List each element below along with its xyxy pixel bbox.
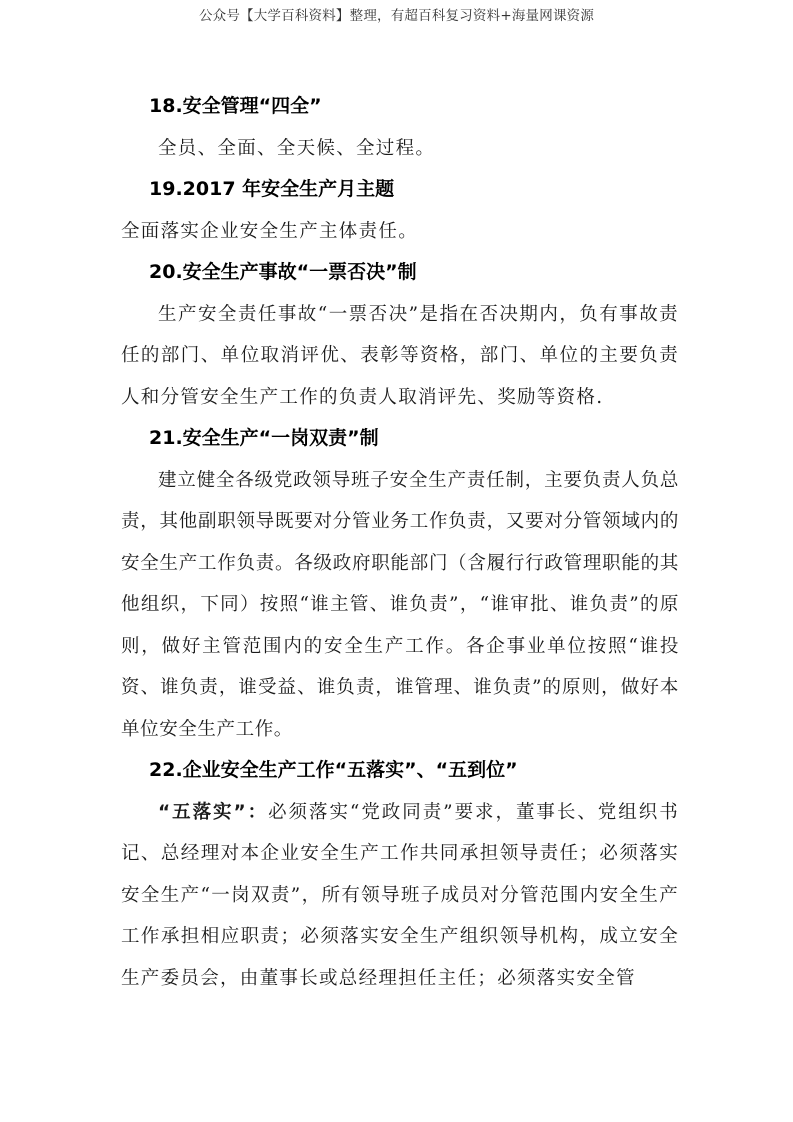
document-body xyxy=(121,86,679,999)
section-19-body: 全面落实企业安全生产主体责任。 xyxy=(121,220,419,242)
five-implementations-label: “五落实”： xyxy=(158,801,269,823)
section-20-heading: 20.安全生产事故“一票否决”制 xyxy=(149,261,417,283)
section-19-heading: 19.2017 年安全生产月主题 xyxy=(149,178,395,200)
section-21-heading: 21.安全生产“一岗双责”制 xyxy=(149,427,379,449)
section-20-body: 生产安全责任事故“一票否决”是指在否决期内，负有事故责任的部门、单位取消评优、表彰等资格，部门、单位的主要负责人和分管安全生产工作的负责人取消评先、奖励等资格. xyxy=(121,303,679,408)
section-22-body xyxy=(121,792,679,1000)
section-18-heading: 18.安全管理“四全” xyxy=(149,95,322,117)
five-implementations-text: 必须落实“党政同责”要求，董事长、党组织书记、总经理对本企业安全生产工作共同承担领导责任；必须落实安全生产“一岗双责”，所有领导班子成员对分管范围内安全生产工作承担相应职责；必须落实安全生产组织领导机构，成立安全生产委员会，由董事长或总经理担任主任；必须落实安全管 xyxy=(121,801,679,989)
section-18-body: 全员、全面、全天候、全过程。 xyxy=(158,137,436,159)
section-22-heading: 22.企业安全生产工作“五落实”、“五到位” xyxy=(149,759,518,781)
header-note: 公众号【大学百科资料】整理，有超百科复习资料+海量网课资源 xyxy=(198,8,595,24)
section-21-body: 建立健全各级党政领导班子安全生产责任制，主要负责人负总责，其他副职领导既要对分管业务工作负责，又要对分管领域内的安全生产工作负责。各级政府职能部门（含履行行政管理职能的其他组织，下同）按照“谁主管、谁负责”，“谁审批、谁负责”的原则，做好主管范围内的安全生产工作。各企事业单位按照“谁投资、谁负责，谁受益、谁负责，谁管理、谁负责”的原则，做好本单位安全生产工作。 xyxy=(121,469,679,740)
